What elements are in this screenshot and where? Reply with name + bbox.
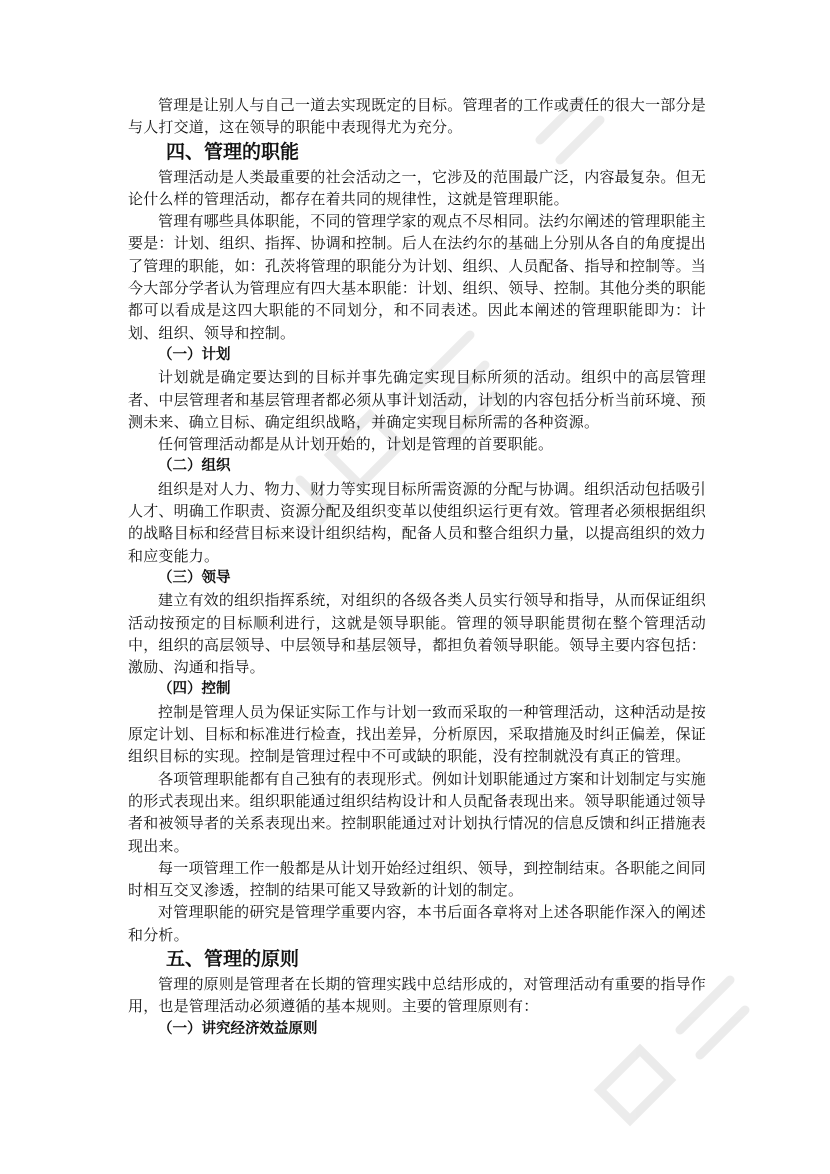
document-body — [128, 94, 706, 1040]
paragraph: 控制是管理人员为保证实际工作与计划一致而采取的一种管理活动，这种活动是按原定计划、目标和标准进行检查，找出差异，分析原因，采取措施及时纠正偏差，保证组织目标的实现。控制是管理过程中不可或缺的职能，没有控制就没有真正的管理。 — [128, 702, 706, 766]
section-heading: 五、管理的原则 — [166, 947, 300, 970]
subsection-heading: （一）计划 — [158, 346, 231, 363]
subsection-heading: （四）控制 — [158, 681, 231, 698]
paragraph: 对管理职能的研究是管理学重要内容，本书后面各章将对上述各职能作深入的阐述和分析。 — [128, 903, 706, 944]
paragraph: 建立有效的组织指挥系统，对组织的各级各类人员实行领导和指导，从而保证组织活动按预定的目标顺利进行，这就是领导职能。管理的领导职能贯彻在整个管理活动中，组织的高层领导、中层领导和基层领导，都担负着领导职能。领导主要内容包括：激励、沟通和指导。 — [128, 591, 706, 677]
subsection-heading: （一）讲究经济效益原则 — [158, 1020, 318, 1037]
subsection-heading: （二）组织 — [158, 458, 231, 475]
subsection-heading: （三）领导 — [158, 569, 231, 586]
section-heading: 四、管理的职能 — [166, 140, 300, 163]
paragraph: 组织是对人力、物力、财力等实现目标所需资源的分配与协调。组织活动包括吸引人才、明确工作职责、资源分配及组织变革以使组织运行更有效。管理者必须根据组织的战略目标和经营目标来设计组织结构，配备人员和整合组织力量，以提高组织的效力和应变能力。 — [128, 479, 706, 565]
paragraph: 各项管理职能都有自己独有的表现形式。例如计划职能通过方案和计划制定与实施的形式表现出来。组织职能通过组织结构设计和人员配备表现出来。领导职能通过领导者和被领导者的关系表现出来。控制职能通过对计划执行情况的信息反馈和纠正措施表现出来。 — [128, 769, 706, 855]
paragraph: 管理的原则是管理者在长期的管理实践中总结形成的，对管理活动有重要的指导作用，也是管理活动必须遵循的基本规则。主要的管理原则有： — [128, 974, 706, 1016]
paragraph: 每一项管理工作一般都是从计划开始经过组织、领导，到控制结束。各职能之间同时相互交叉渗透，控制的结果可能又导致新的计划的制定。 — [128, 858, 706, 900]
paragraph: 管理有哪些具体职能，不同的管理学家的观点不尽相同。法约尔阐述的管理职能主要是：计划、组织、指挥、协调和控制。后人在法约尔的基础上分别从各自的角度提出了管理的职能，如：孔茨将管理的职能分为计划、组织、人员配备、指导和控制等。当今大部分学者认为管理应有四大基本职能：计划、组织、领导、控制。其他分类的职能都可以看成是这四大职能的不同划分，和不同表述。因此本阐述的管理职能即为：计划、组织、领导和控制。 — [128, 212, 706, 342]
paragraph: 管理活动是人类最重要的社会活动之一，它涉及的范围最广泛，内容最复杂。但无论什么样的管理活动，都存在着共同的规律性，这就是管理职能。 — [128, 167, 706, 208]
paragraph: 任何管理活动都是从计划开始的，计划是管理的首要职能。 — [158, 435, 554, 454]
paragraph: 管理是让别人与自己一道去实现既定的目标。管理者的工作或责任的很大一部分是与人打交道，这在领导的职能中表现得尤为充分。 — [128, 96, 706, 137]
paragraph: 计划就是确定要达到的目标并事先确定实现目标所须的活动。组织中的高层管理者、中层管理者和基层管理者都必须从事计划活动，计划的内容包括分析当前环境、预测未来、确立目标、确定组织战略，并确定实现目标所需的各种资源。 — [128, 368, 706, 431]
